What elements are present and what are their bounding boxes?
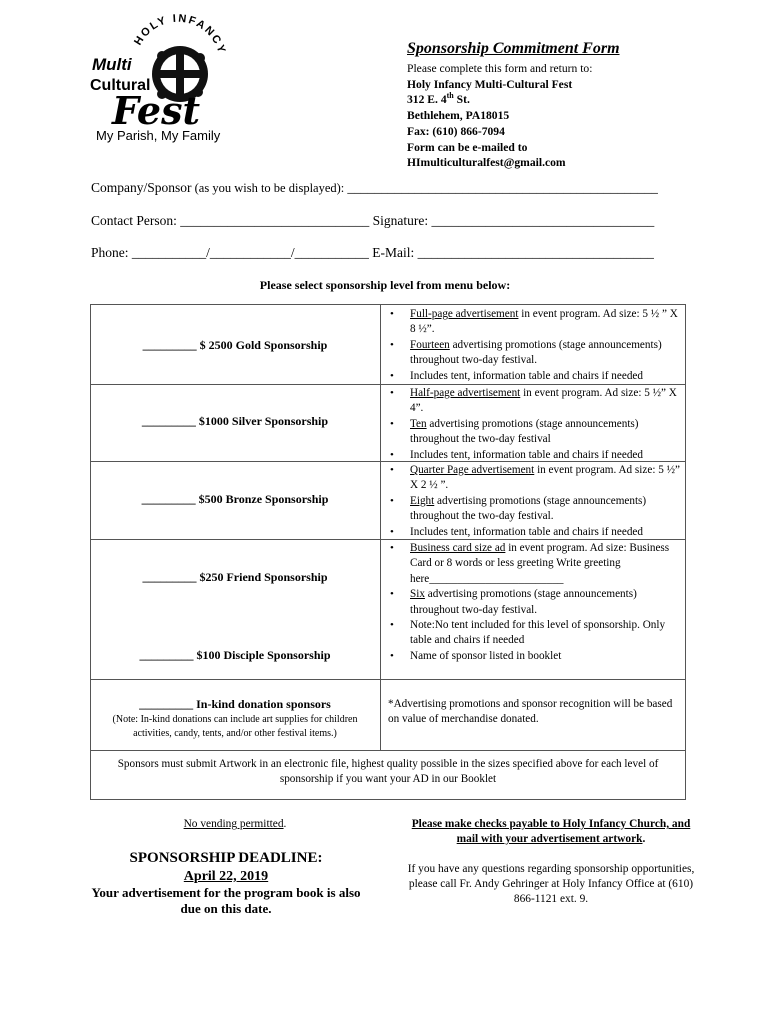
- benefit-item: • Fourteen advertising promotions (stage announcements) throughout two-day festival.: [386, 338, 686, 369]
- benefit-item: • Includes tent, information table and chairs if needed: [386, 369, 686, 384]
- inkind-note: (Note: In-kind donations can include art supplies for children activities, candy, tents, and/or other festival items.): [112, 714, 358, 739]
- return-instruction: Please complete this form and return to:: [407, 62, 593, 75]
- city-state-zip: Bethlehem, PA18015: [407, 109, 510, 123]
- form-title: Sponsorship Commitment Form: [407, 40, 620, 57]
- table-row-divider: [90, 750, 686, 751]
- phone-email-field[interactable]: Phone: ___________/____________/___________ E-Mail: ___________________________________: [91, 245, 654, 260]
- street-address: 312 E. 4th St.: [407, 91, 470, 107]
- company-blank[interactable]: ______________________________________________: [347, 180, 658, 195]
- contact-signature-field[interactable]: Contact Person: ____________________________ Signature: _________________________________: [91, 213, 655, 228]
- deadline-title: SPONSORSHIP DEADLINE:: [129, 850, 323, 866]
- benefit-item: • Includes tent, information table and chairs if needed: [386, 525, 686, 540]
- table-row-divider: [90, 679, 686, 680]
- org-name: Holy Infancy Multi-Cultural Fest: [407, 77, 573, 91]
- table-row-divider: [90, 384, 686, 385]
- inkind-option[interactable]: _________ In-kind donation sponsors: [139, 697, 331, 711]
- level-friend-option[interactable]: _________ $250 Friend Sponsorship: [142, 570, 328, 584]
- no-vending-note: No vending permitted.: [183, 818, 287, 830]
- logo-word-multi: Multi: [92, 55, 132, 74]
- level-gold-option[interactable]: _________ $ 2500 Gold Sponsorship: [142, 338, 328, 352]
- return-address-block: [407, 61, 592, 171]
- friend-benefits: [386, 541, 686, 664]
- deadline-note: Your advertisement for the program book is also due on this date.: [91, 885, 361, 916]
- benefit-item: • Name of sponsor listed in booklet: [386, 649, 686, 664]
- logo-word-cultural: Cultural: [90, 77, 151, 94]
- benefit-item: • Note:No tent included for this level of sponsorship. Only table and chairs if needed: [386, 618, 686, 649]
- select-level-heading: Please select sponsorship level from menu below:: [259, 278, 511, 292]
- benefit-item: • Quarter Page advertisement in event program. Ad size: 5 ½” X 2 ½ ”.: [386, 463, 686, 494]
- table-column-divider: [380, 304, 381, 750]
- logo-word-fest: Fest: [112, 88, 201, 133]
- email-note: Form can be e-mailed to: [407, 140, 528, 154]
- company-sponsor-field[interactable]: [91, 180, 658, 196]
- company-hint: (as you wish to be displayed):: [191, 181, 348, 195]
- bronze-benefits: [386, 463, 686, 540]
- level-silver-option[interactable]: _________ $1000 Silver Sponsorship: [141, 414, 329, 428]
- gold-benefits: [386, 307, 686, 384]
- logo-arc-text: HOLY INFANCY: [132, 12, 228, 57]
- company-label: Company/Sponsor: [91, 180, 192, 195]
- benefit-item: • Ten advertising promotions (stage announcements) throughout the two-day festival: [386, 417, 686, 448]
- silver-benefits: [386, 386, 686, 463]
- questions-contact-note: If you have any questions regarding sponsorship opportunities, please call Fr. Andy Gehringer at Holy Infancy Office at (610) 866-1121 ext. 9.: [407, 863, 695, 905]
- benefit-item: • Includes tent, information table and chairs if needed: [386, 448, 686, 463]
- checks-payable-note: Please make checks payable to Holy Infancy Church, and mail with your advertisement artwork.: [411, 818, 691, 845]
- fax-number: Fax: (610) 866-7094: [407, 124, 505, 138]
- benefit-item: • Full-page advertisement in event program. Ad size: 5 ½ ” X 8 ½”.: [386, 307, 686, 338]
- email-address: HImulticulturalfest@gmail.com: [407, 156, 566, 170]
- benefit-item: • Eight advertising promotions (stage announcements) throughout the two-day festival.: [386, 494, 686, 525]
- benefit-item: • Six advertising promotions (stage announcements) throughout two-day festival.: [386, 587, 686, 618]
- level-disciple-option[interactable]: _________ $100 Disciple Sponsorship: [139, 648, 331, 662]
- inkind-recognition-note: *Advertising promotions and sponsor recognition will be based on value of merchandise donated.: [388, 698, 673, 726]
- benefit-item: • Business card size ad in event program. Ad size: Business Card or 8 words or less greeting Write greeting here________________________: [386, 541, 686, 587]
- deadline-date: April 22, 2019: [183, 869, 269, 884]
- benefit-item: • Half-page advertisement in event program. Ad size: 5 ½” X 4”.: [386, 386, 686, 417]
- level-bronze-option[interactable]: _________ $500 Bronze Sponsorship: [141, 492, 329, 506]
- logo-tagline: My Parish, My Family: [96, 128, 221, 143]
- artwork-note: Sponsors must submit Artwork in an electronic file, highest quality possible in the sizes specified above for each level of sponsorship if you want your AD in our Booklet: [117, 758, 659, 786]
